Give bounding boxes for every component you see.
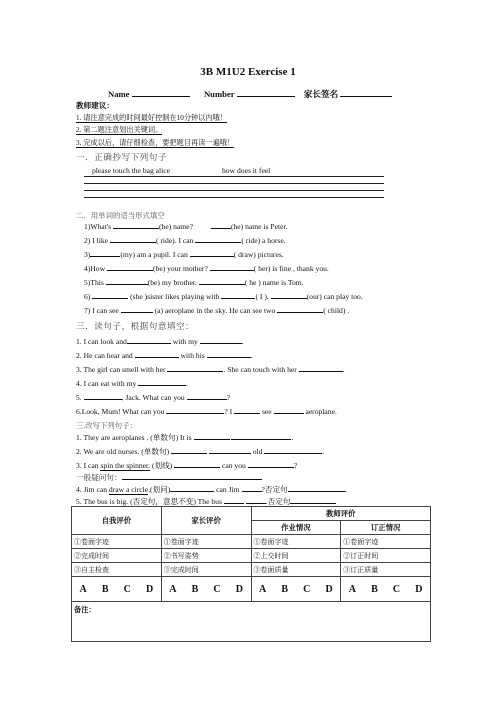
grade-option[interactable]: D	[325, 583, 333, 595]
section1-heading: 一．正确抄写下列句子	[76, 152, 167, 162]
section2-line-2: 2) I like ( ride). I can ( ride) a horse.	[84, 236, 286, 245]
blank[interactable]	[288, 484, 346, 492]
name-blank[interactable]	[132, 88, 190, 97]
note-cell[interactable]: 备注：	[72, 602, 431, 642]
blank[interactable]	[135, 350, 179, 358]
section3-heading: 三．读句子，根据句意填空：	[76, 321, 195, 331]
blank[interactable]	[110, 235, 156, 243]
grade-option[interactable]: D	[235, 583, 243, 595]
table-cell: ①卷面字迹	[72, 535, 162, 549]
grade-option[interactable]: A	[169, 583, 177, 595]
section4-line-6: 5. The bus is big. (否定句，意思不变) The bus .否定句	[76, 496, 336, 507]
section2-heading: 二．用单词的适当形式填空	[76, 211, 165, 220]
section3-line-5: 5. , Jack. What can you ?	[76, 393, 230, 402]
table-cell: ②完成时间	[72, 549, 162, 563]
blank[interactable]	[242, 484, 262, 492]
blank[interactable]	[210, 263, 254, 271]
blank[interactable]	[209, 446, 251, 454]
blank[interactable]	[187, 392, 227, 400]
blank[interactable]	[170, 484, 214, 492]
teacher-eval-header: 教师评价	[251, 507, 431, 521]
copy-line-2[interactable]	[84, 183, 384, 184]
blank[interactable]	[246, 496, 266, 504]
blank[interactable]	[122, 472, 262, 480]
blank[interactable]	[199, 277, 245, 285]
blank[interactable]	[290, 496, 336, 504]
blank[interactable]	[166, 406, 224, 414]
blank[interactable]	[171, 446, 207, 454]
table-cell: ③卷面质量	[251, 563, 341, 577]
copy-line-1[interactable]	[84, 176, 384, 177]
section4-line-3: 3. I can spin the spinner. (划线) can you ?	[76, 461, 298, 470]
grade-option[interactable]: B	[101, 583, 109, 595]
section4-line-2: 2. We are old nurses. (单数句) old .	[76, 447, 325, 456]
blank[interactable]	[221, 291, 255, 299]
blank[interactable]	[248, 460, 294, 468]
number-blank[interactable]	[237, 88, 295, 97]
table-cell: ①卷面字迹	[341, 535, 431, 549]
homework-header: 作业情况	[251, 521, 341, 535]
section2-line-5: 5)This (be) my brother. ( he ) name is Tom.	[84, 278, 304, 287]
blank[interactable]	[299, 364, 343, 372]
worksheet-title: 3B M1U2 Exercise 1	[200, 66, 296, 78]
grade-row	[72, 577, 431, 602]
advice-item-2: 2. 第二题注意划出关键词。	[76, 126, 163, 134]
grade-option[interactable]: D	[145, 583, 154, 595]
grade-option[interactable]: C	[303, 583, 311, 595]
blank[interactable]	[167, 364, 223, 372]
parent-sign-label: 家长签名	[303, 89, 339, 99]
blank[interactable]	[190, 249, 234, 257]
blank[interactable]	[106, 277, 148, 285]
blank[interactable]	[274, 406, 304, 414]
grade-option[interactable]: A	[348, 583, 357, 595]
blank[interactable]	[200, 336, 242, 344]
grade-option[interactable]: B	[371, 583, 378, 595]
table-row	[72, 563, 431, 577]
section2-line-1: 1)What's (he) name? (he) name is Peter.	[84, 222, 288, 231]
section4-line-1: 1. They are aeroplanes . (单数句) It is .	[76, 433, 294, 442]
section2-line-7: 7) I can see (a) aeroplane in the sky. He can see two ( child) .	[84, 306, 350, 315]
grade-option[interactable]: A	[259, 583, 267, 595]
blank[interactable]	[127, 336, 171, 344]
grade-option[interactable]: A	[79, 583, 87, 595]
blank[interactable]	[224, 496, 244, 504]
blank[interactable]	[113, 221, 159, 229]
table-cell: ③完成时间	[161, 563, 251, 577]
blank[interactable]	[234, 406, 260, 414]
advice-heading: 教师建议：	[76, 101, 114, 110]
blank[interactable]	[211, 221, 231, 229]
blank[interactable]	[231, 432, 291, 440]
blank[interactable]	[195, 235, 241, 243]
blank[interactable]	[207, 350, 251, 358]
section3-line-4: 4. I can eat with my .	[76, 379, 189, 388]
grade-option[interactable]: D	[415, 583, 423, 595]
section2-line-4: 4)How (be) your mother? ( her) is fine , thank you.	[84, 264, 329, 273]
blank[interactable]	[277, 305, 323, 313]
copy-line-3[interactable]	[84, 190, 384, 191]
name-row	[108, 88, 392, 100]
section1-phrase-1: please touch the bag alice	[92, 166, 171, 175]
table-row	[72, 549, 431, 563]
grade-option[interactable]: C	[392, 583, 401, 595]
blank[interactable]	[138, 378, 186, 386]
evaluation-table	[71, 506, 431, 642]
number-label: Number	[203, 89, 235, 99]
self-eval-header: 自我评价	[72, 507, 162, 535]
advice-item-1: 1. 请注意完成的时间最好控制在10分钟以内哦！	[76, 114, 227, 122]
parent-eval-header: 家长评价	[161, 507, 251, 535]
section3-line-6: 6.Look, Mum! What can you ? I see aeroplane.	[76, 407, 337, 416]
section4-line-5: 4. Jim can draw a circle.(划问) can Jim ?否定句	[76, 484, 346, 495]
section2-line-6: 6) (she )sister likes playing with ( I ). (our) can play too.	[84, 292, 363, 301]
section3-line-2: 2. He can hear and with his .	[76, 351, 253, 360]
blank[interactable]	[174, 460, 220, 468]
section1-phrase-2: how does it feel	[222, 166, 271, 175]
note-row	[72, 602, 431, 642]
section3-line-3: 3. The girl can smell with her . She can touch with her .	[76, 365, 345, 374]
blank[interactable]	[121, 305, 153, 313]
grade-option[interactable]: B	[191, 583, 199, 595]
table-row	[72, 535, 431, 549]
table-cell: ③订正质量	[341, 563, 431, 577]
table-cell: ②订正时间	[341, 549, 431, 563]
table-cell: ②上交时间	[251, 549, 341, 563]
section2-line-3: 3) (my) am a pupil. I can ( draw) pictures.	[84, 250, 284, 259]
section3-line-1: 1. I can look and with my .	[76, 337, 244, 346]
section4-line-4: 一般疑问句：	[76, 472, 262, 483]
blank[interactable]	[92, 291, 128, 299]
grade-option[interactable]: C	[123, 583, 131, 595]
parent-sign-blank[interactable]	[340, 88, 392, 97]
table-cell: ①卷面字迹	[251, 535, 341, 549]
advice-item-3: 3. 完成以后，请仔细检查，要把题目再读一遍哦！	[76, 139, 235, 147]
blank[interactable]	[90, 249, 120, 257]
table-cell: ③自主检查	[72, 563, 162, 577]
table-cell: ②书写姿势	[161, 549, 251, 563]
blank[interactable]	[194, 432, 230, 440]
correction-header: 订正情况	[341, 521, 431, 535]
blank[interactable]	[271, 291, 307, 299]
blank[interactable]	[264, 446, 322, 454]
grade-option[interactable]: B	[281, 583, 289, 595]
blank[interactable]	[107, 263, 153, 271]
section4-heading: 三.改写下列句子：	[76, 421, 137, 430]
blank[interactable]	[84, 392, 122, 400]
name-label: Name	[108, 89, 130, 99]
grade-option[interactable]: C	[213, 583, 221, 595]
copy-line-4[interactable]	[84, 197, 384, 198]
table-cell: ①卷面字迹	[161, 535, 251, 549]
